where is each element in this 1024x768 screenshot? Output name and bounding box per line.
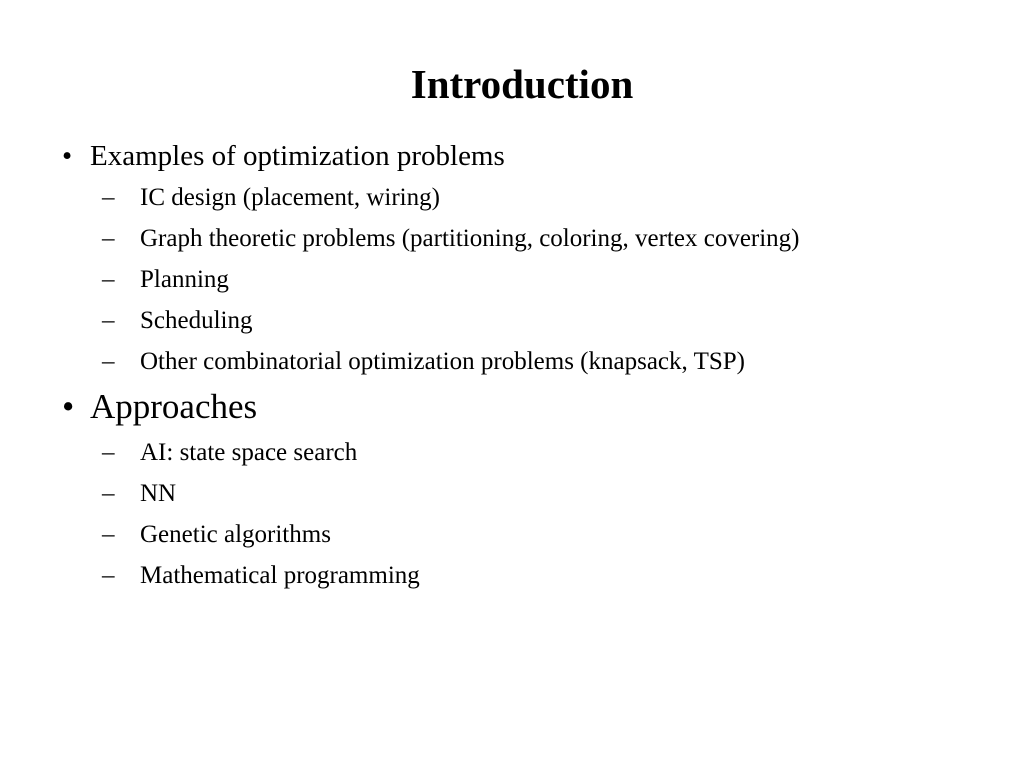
subitem-text: IC design (placement, wiring) xyxy=(140,184,440,211)
bullet-marker: • xyxy=(62,140,73,172)
bullet-text: Examples of optimization problems xyxy=(90,140,505,172)
dash-marker: – xyxy=(102,480,115,507)
dash-marker: – xyxy=(102,439,115,466)
subitem-nn xyxy=(62,478,962,509)
subitem-graph-theoretic xyxy=(62,223,962,254)
subitem-text: Genetic algorithms xyxy=(140,521,331,548)
sublist-examples xyxy=(62,182,962,377)
dash-marker: – xyxy=(102,562,115,589)
subitem-text: Mathematical programming xyxy=(140,562,420,589)
dash-marker: – xyxy=(102,225,115,252)
subitem-scheduling xyxy=(62,305,962,336)
subitem-genetic-algorithms xyxy=(62,519,962,550)
subitem-math-programming xyxy=(62,560,962,591)
subitem-text: NN xyxy=(140,480,177,507)
subitem-text: AI: state space search xyxy=(140,439,358,466)
subitem-text: Graph theoretic problems (partitioning, coloring, vertex covering) xyxy=(140,225,800,252)
subitem-combinatorial xyxy=(62,346,962,377)
bullet-approaches xyxy=(62,385,962,429)
dash-marker: – xyxy=(102,307,115,334)
subitem-text: Scheduling xyxy=(140,307,253,334)
subitem-ai-search xyxy=(62,437,962,468)
subitem-text: Planning xyxy=(140,266,229,293)
subitem-ic-design xyxy=(62,182,962,213)
bullet-marker: • xyxy=(62,387,75,426)
dash-marker: – xyxy=(102,184,115,211)
dash-marker: – xyxy=(102,348,115,375)
dash-marker: – xyxy=(102,521,115,548)
subitem-planning xyxy=(62,264,962,295)
dash-marker: – xyxy=(102,266,115,293)
sublist-approaches xyxy=(62,437,962,591)
slide-content xyxy=(62,137,962,591)
slide-title: Introduction xyxy=(410,61,634,107)
bullet-examples xyxy=(62,137,962,175)
subitem-text: Other combinatorial optimization problems (knapsack, TSP) xyxy=(140,348,745,375)
bullet-text: Approaches xyxy=(90,387,258,426)
